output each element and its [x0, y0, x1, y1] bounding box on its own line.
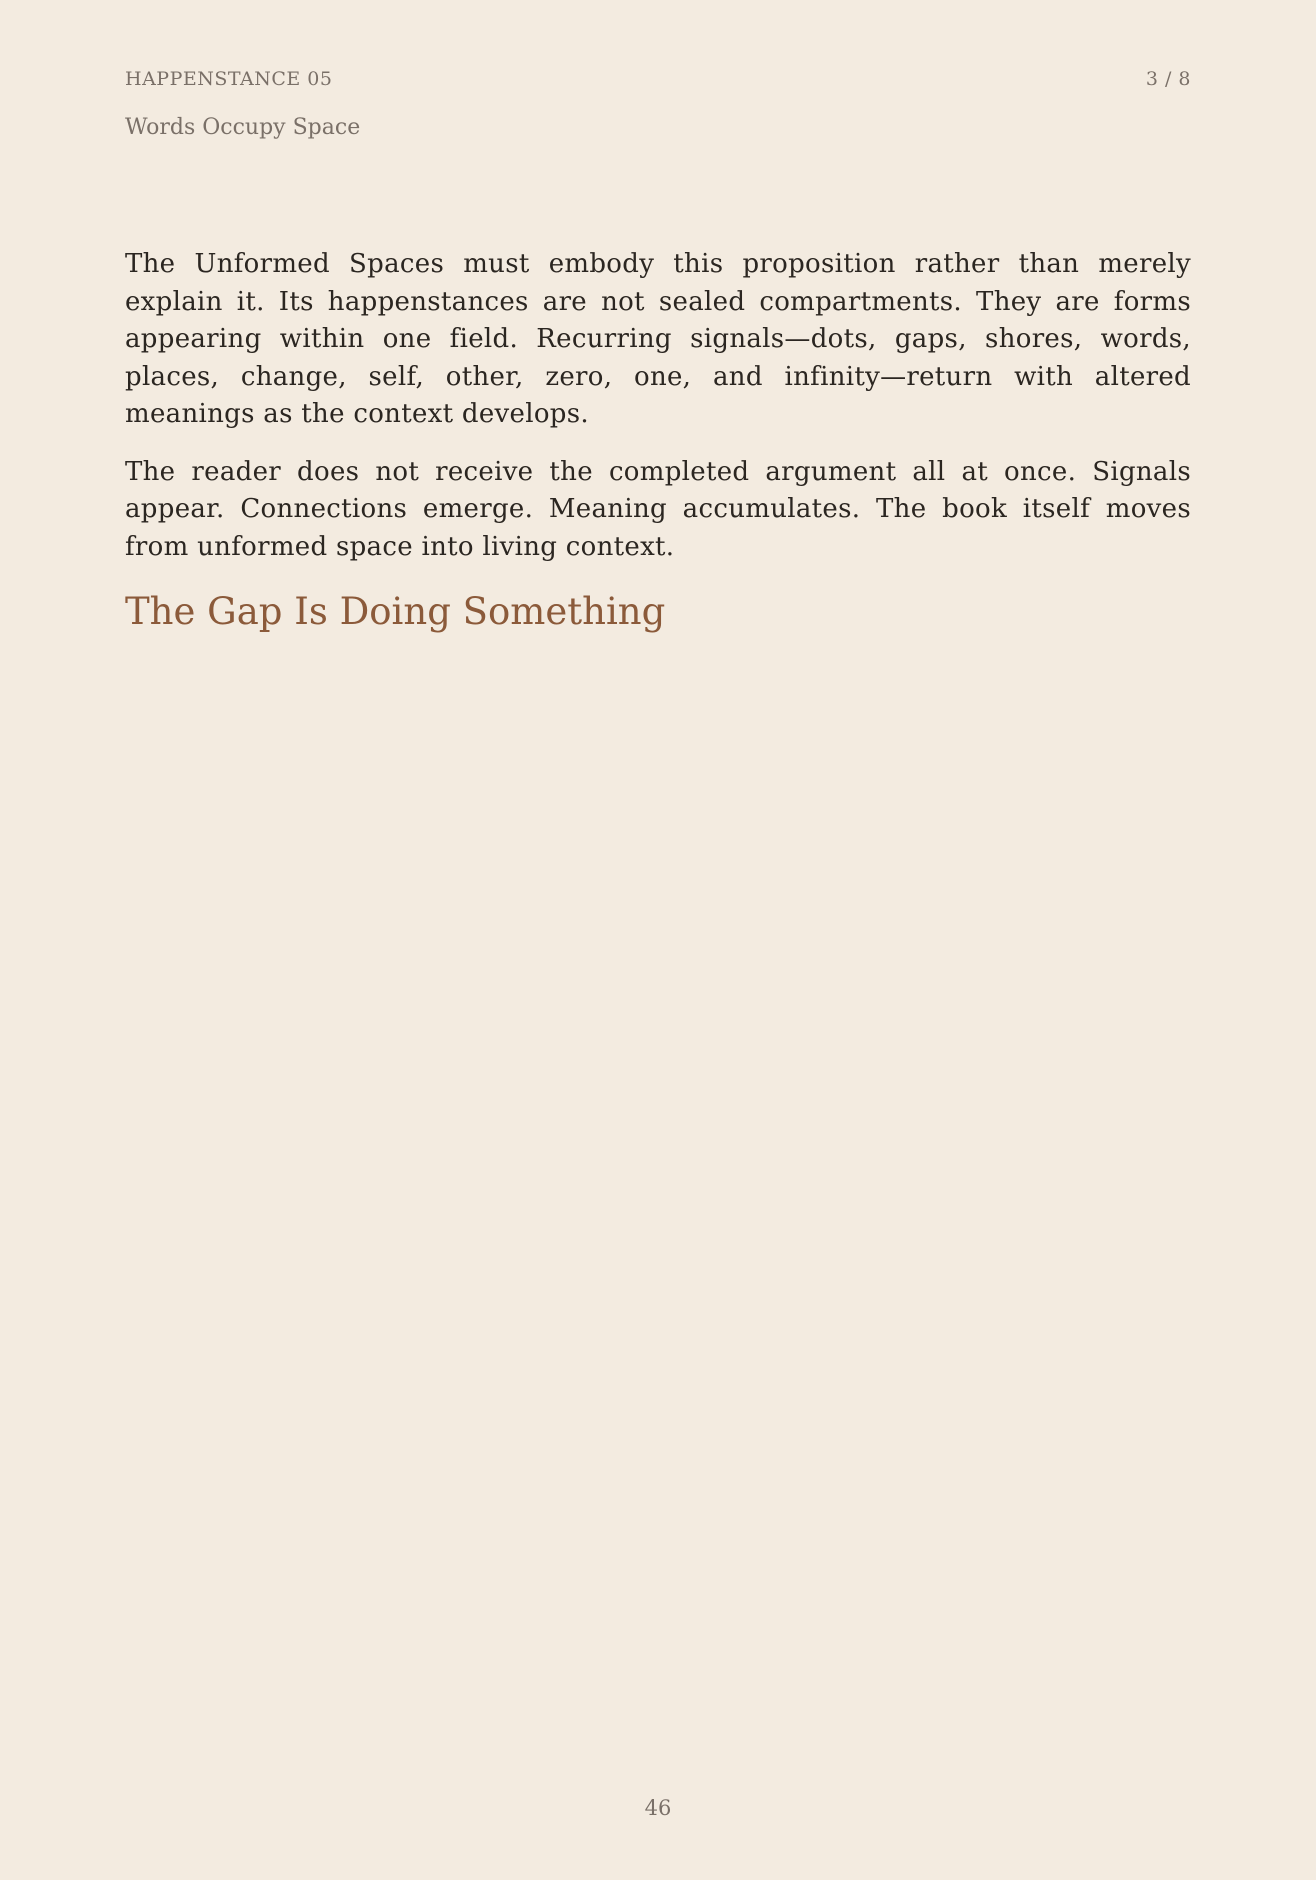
body-paragraph: The Unformed Spaces must embody this proposition rather than merely explain it. Its happenstances are not sealed compartments. They are forms appearing within one field. Recurring signals—dots, gaps, shores, words, places, change, self, other, zero, one, and infinity—return with altered meanings as the context develops. — [125, 249, 1191, 429]
section-progress: 3 / 8 — [1145, 68, 1191, 90]
body-paragraph: The reader does not receive the completed argument all at once. Signals appear. Connections emerge. Meaning accumulates. The book itself moves from unformed space into living context. — [125, 456, 1191, 562]
page-body — [125, 246, 1191, 633]
section-label: HAPPENSTANCE 05 — [125, 68, 333, 90]
running-header — [125, 68, 1191, 90]
chapter-subtitle: Words Occupy Space — [125, 115, 361, 140]
page-number: 46 — [644, 1796, 672, 1820]
section-heading: The Gap Is Doing Something — [125, 590, 666, 633]
